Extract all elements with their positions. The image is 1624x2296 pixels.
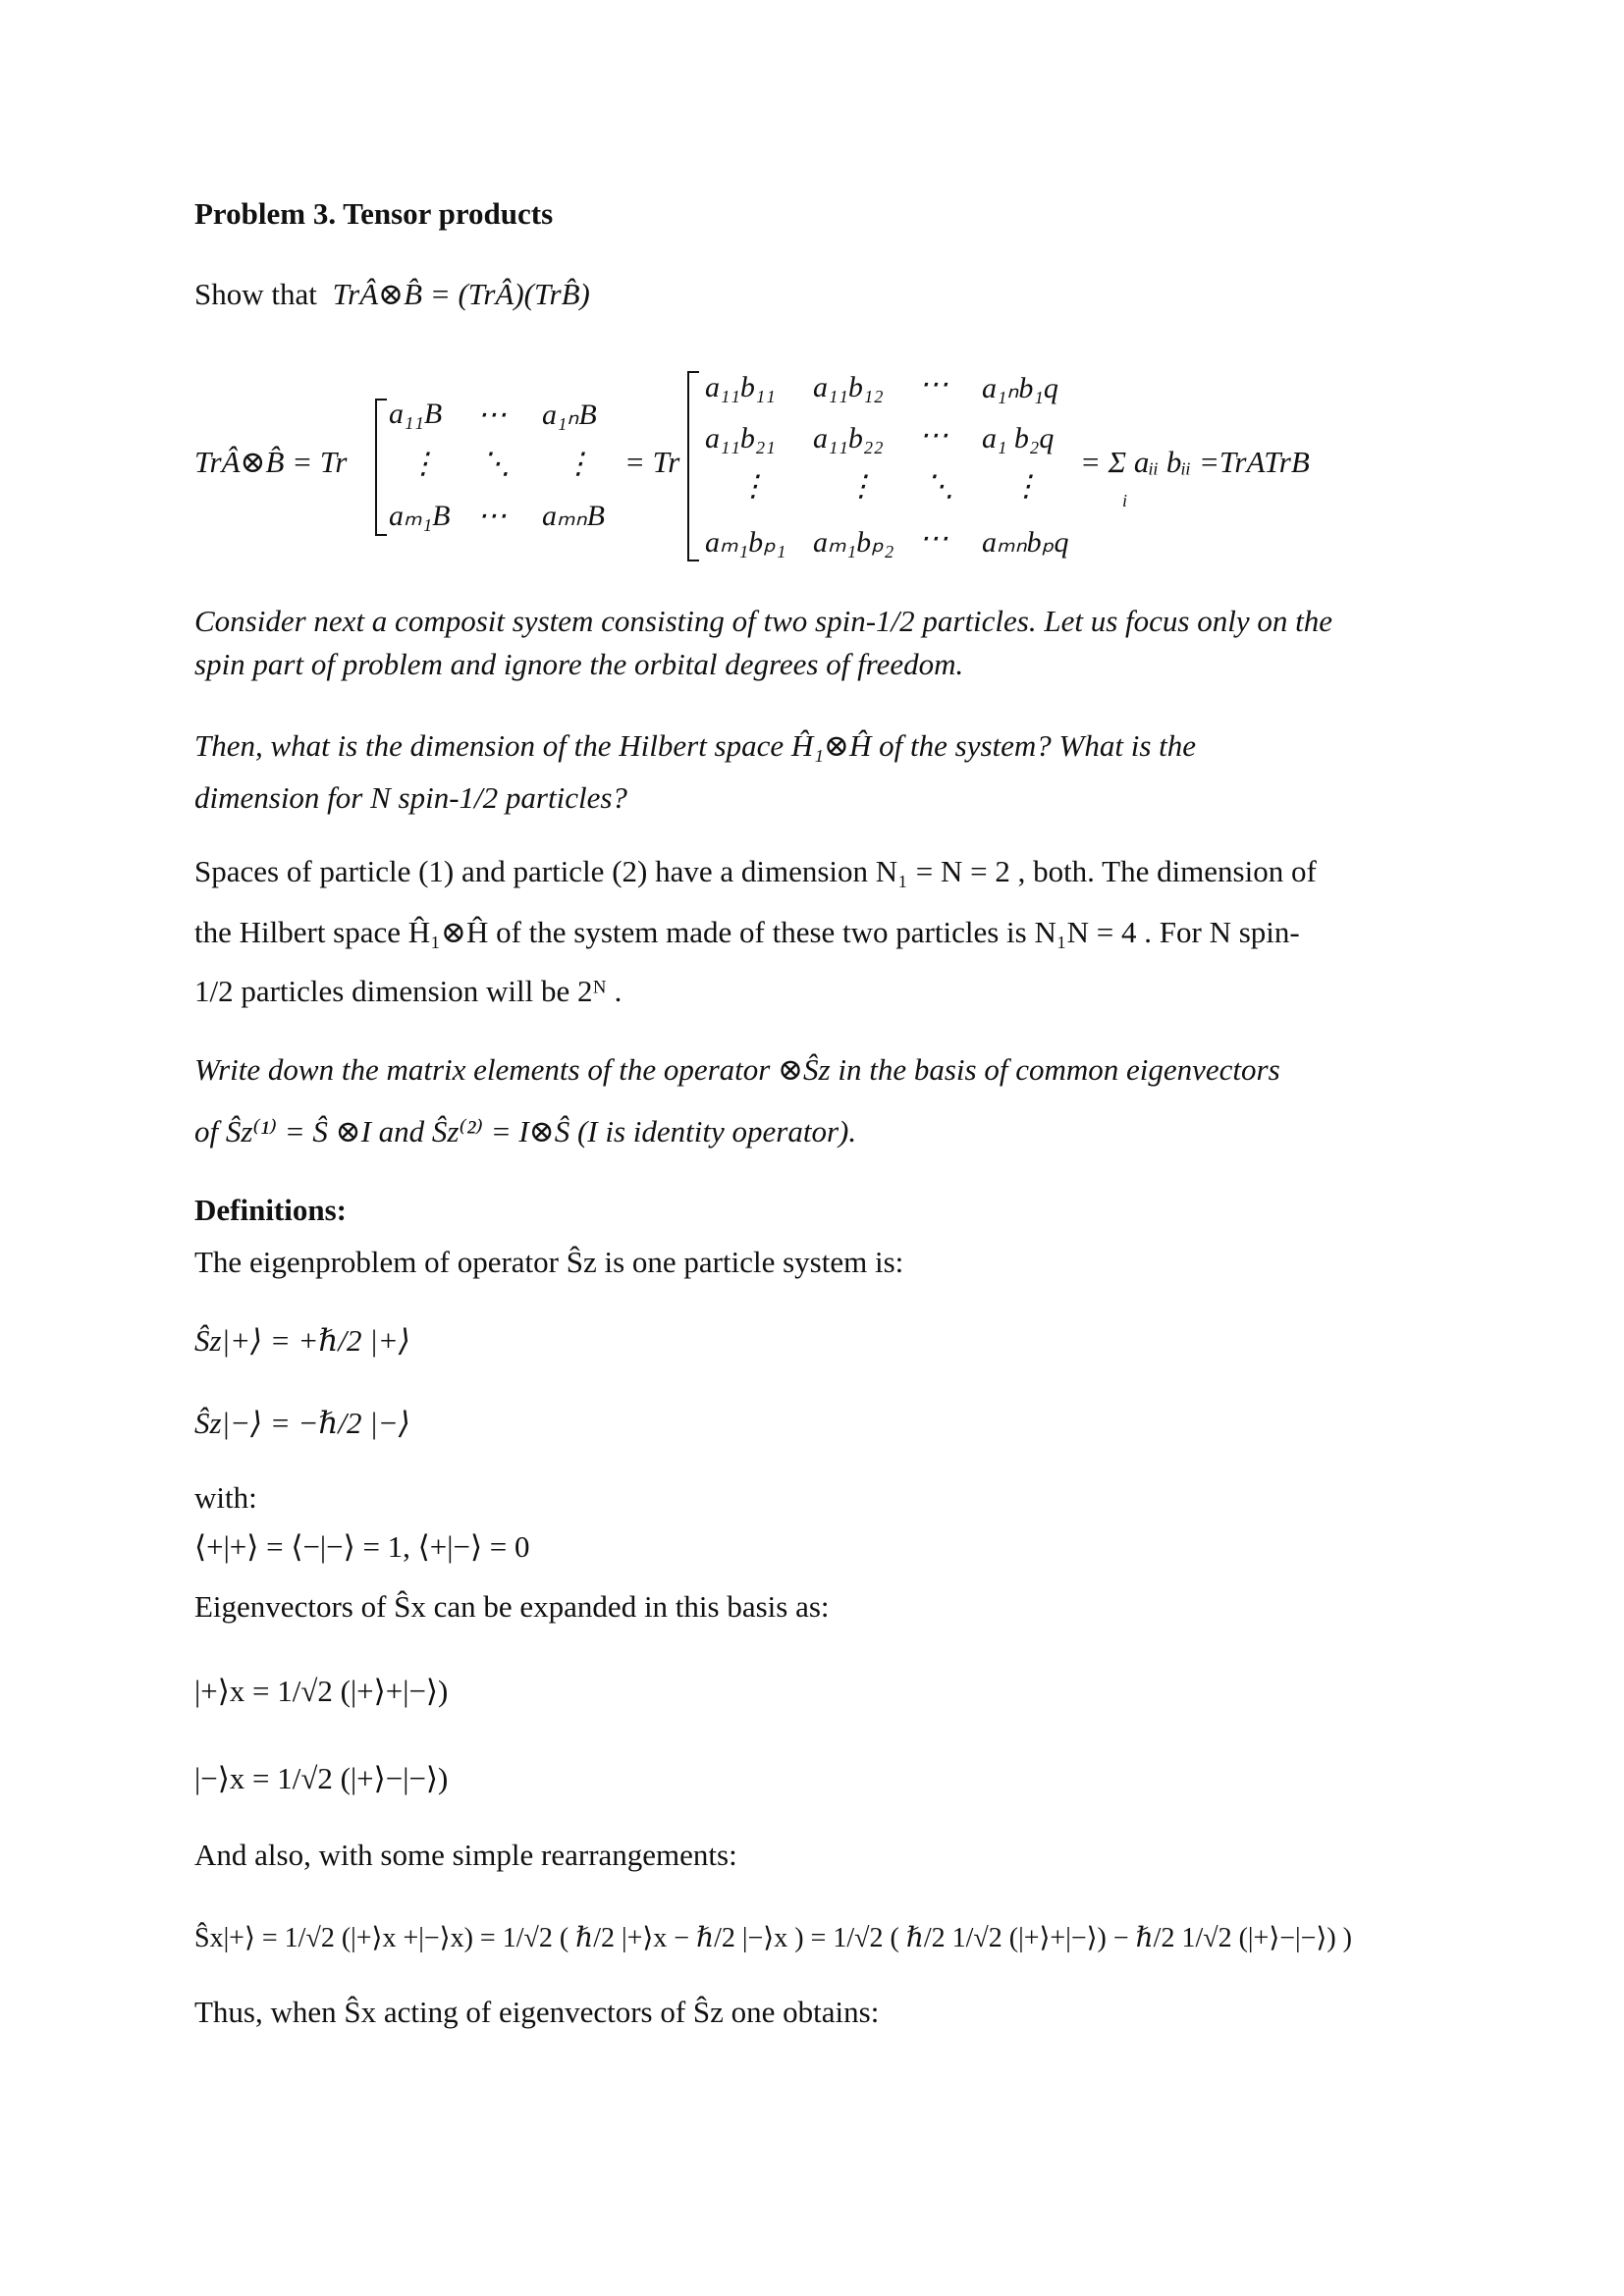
long-equation: Ŝx|+⟩ = 1/√2 (|+⟩x +|−⟩x) = 1/√2 ( ℏ/2 |+⟩x − ℏ/2 |−⟩x ) = 1/√2 ( ℏ/2 1/√2 (|+⟩+|−⟩) − ℏ/2 1/√2 (|+⟩−|−⟩) )	[194, 1923, 1353, 1953]
m2-cell: ⋮	[846, 470, 876, 503]
m2-cell: a₁ₙb₁q	[982, 372, 1058, 404]
m2-cell: a₁ b₂q	[982, 422, 1055, 454]
matrix1-left-bracket	[375, 399, 387, 536]
eq-x-plus: |+⟩x = 1/√2 (|+⟩+|−⟩)	[194, 1674, 449, 1708]
m2-cell: ⋯	[919, 419, 948, 452]
m2-cell: aₘₙbₚq	[982, 526, 1069, 559]
definitions-heading: Definitions:	[194, 1193, 347, 1227]
m2-cell: a₁₁b₁₂	[813, 371, 884, 403]
m1-cell: ⋯	[477, 500, 507, 532]
m2-cell: aₘ₁bₚ₂	[813, 526, 894, 559]
m2-cell: ⋮	[1011, 470, 1041, 503]
m1-cell: aₘₙB	[542, 500, 605, 532]
m1-cell: ⋮	[408, 448, 438, 480]
m1-cell: a₁₁B	[389, 398, 443, 430]
rearrangement-text: And also, with some simple rearrangements:	[194, 1838, 737, 1872]
expand-text: Eigenvectors of Ŝx can be expanded in this basis as:	[194, 1589, 830, 1624]
m2-cell: a₁₁b₂₁	[705, 422, 776, 454]
m1-cell: ⋯	[477, 399, 507, 431]
m2-cell: a₁₁b₁₁	[705, 371, 776, 403]
m1-cell: a₁ₙB	[542, 399, 597, 431]
m2-cell: ⋱	[925, 470, 954, 503]
eq-sz-minus: Ŝz|−⟩ = −ℏ/2 |−⟩	[194, 1406, 410, 1440]
with-text: with:	[194, 1480, 257, 1515]
matrix-lhs: TrÂ⊗B̂ = Tr	[194, 445, 348, 479]
show-that-prefix: Show that	[194, 277, 317, 311]
m2-cell: a₁₁b₂₂	[813, 422, 884, 454]
m2-cell: ⋮	[738, 470, 768, 503]
m1-cell: ⋮	[564, 448, 593, 480]
composite-line-1: Consider next a composit system consisting of two spin-1/2 particles. Let us focus only on the	[194, 604, 1332, 638]
answer-line-1: Spaces of particle (1) and particle (2) have a dimension N₁ = N = 2 , both. The dimension of	[194, 854, 1317, 888]
eigenproblem-text: The eigenproblem of operator Ŝz is one particle system is:	[194, 1245, 904, 1279]
write-down-line-1: Write down the matrix elements of the operator ⊗Ŝz in the basis of common eigenvectors	[194, 1052, 1280, 1087]
m1-cell: ⋱	[481, 448, 511, 480]
answer-line-2: the Hilbert space Ĥ₁⊗Ĥ of the system made of these two particles is N₁N = 4 . For N spin-	[194, 915, 1300, 949]
composite-line-2: spin part of problem and ignore the orbital degrees of freedom.	[194, 647, 964, 681]
m2-cell: ⋯	[919, 368, 948, 400]
question-line-2: dimension for N spin-1/2 particles?	[194, 780, 627, 815]
show-that-line	[194, 275, 590, 314]
orthonormality-eq: ⟨+|+⟩ = ⟨−|−⟩ = 1, ⟨+|−⟩ = 0	[194, 1529, 530, 1564]
eq-sz-plus: Ŝz|+⟩ = +ℏ/2 |+⟩	[194, 1323, 410, 1358]
m2-cell: aₘ₁bₚ₁	[705, 526, 786, 559]
matrix-mid: = Tr	[624, 445, 680, 479]
eq-x-minus: |−⟩x = 1/√2 (|+⟩−|−⟩)	[194, 1761, 449, 1795]
problem-heading: Problem 3. Tensor products	[194, 196, 554, 231]
matrix2-left-bracket	[687, 371, 699, 561]
m1-cell: aₘ₁B	[389, 500, 451, 532]
thus-text: Thus, when Ŝx acting of eigenvectors of Ŝz one obtains:	[194, 1995, 880, 2029]
question-line-1: Then, what is the dimension of the Hilbert space Ĥ₁⊗Ĥ of the system? What is the	[194, 728, 1197, 763]
answer-line-3: 1/2 particles dimension will be 2ᴺ .	[194, 974, 623, 1008]
m2-cell: ⋯	[919, 522, 948, 555]
matrix-rhs: = Σ aᵢᵢ bᵢᵢ =TrATrB	[1080, 445, 1310, 479]
write-down-line-2: of Ŝz⁽¹⁾ = Ŝ ⊗I and Ŝz⁽²⁾ = I⊗Ŝ (I is identity operator).	[194, 1114, 857, 1148]
sum-index: i	[1122, 491, 1128, 510]
trace-identity-formula: TrÂ⊗B̂ = (TrÂ)(TrB̂)	[332, 277, 590, 311]
